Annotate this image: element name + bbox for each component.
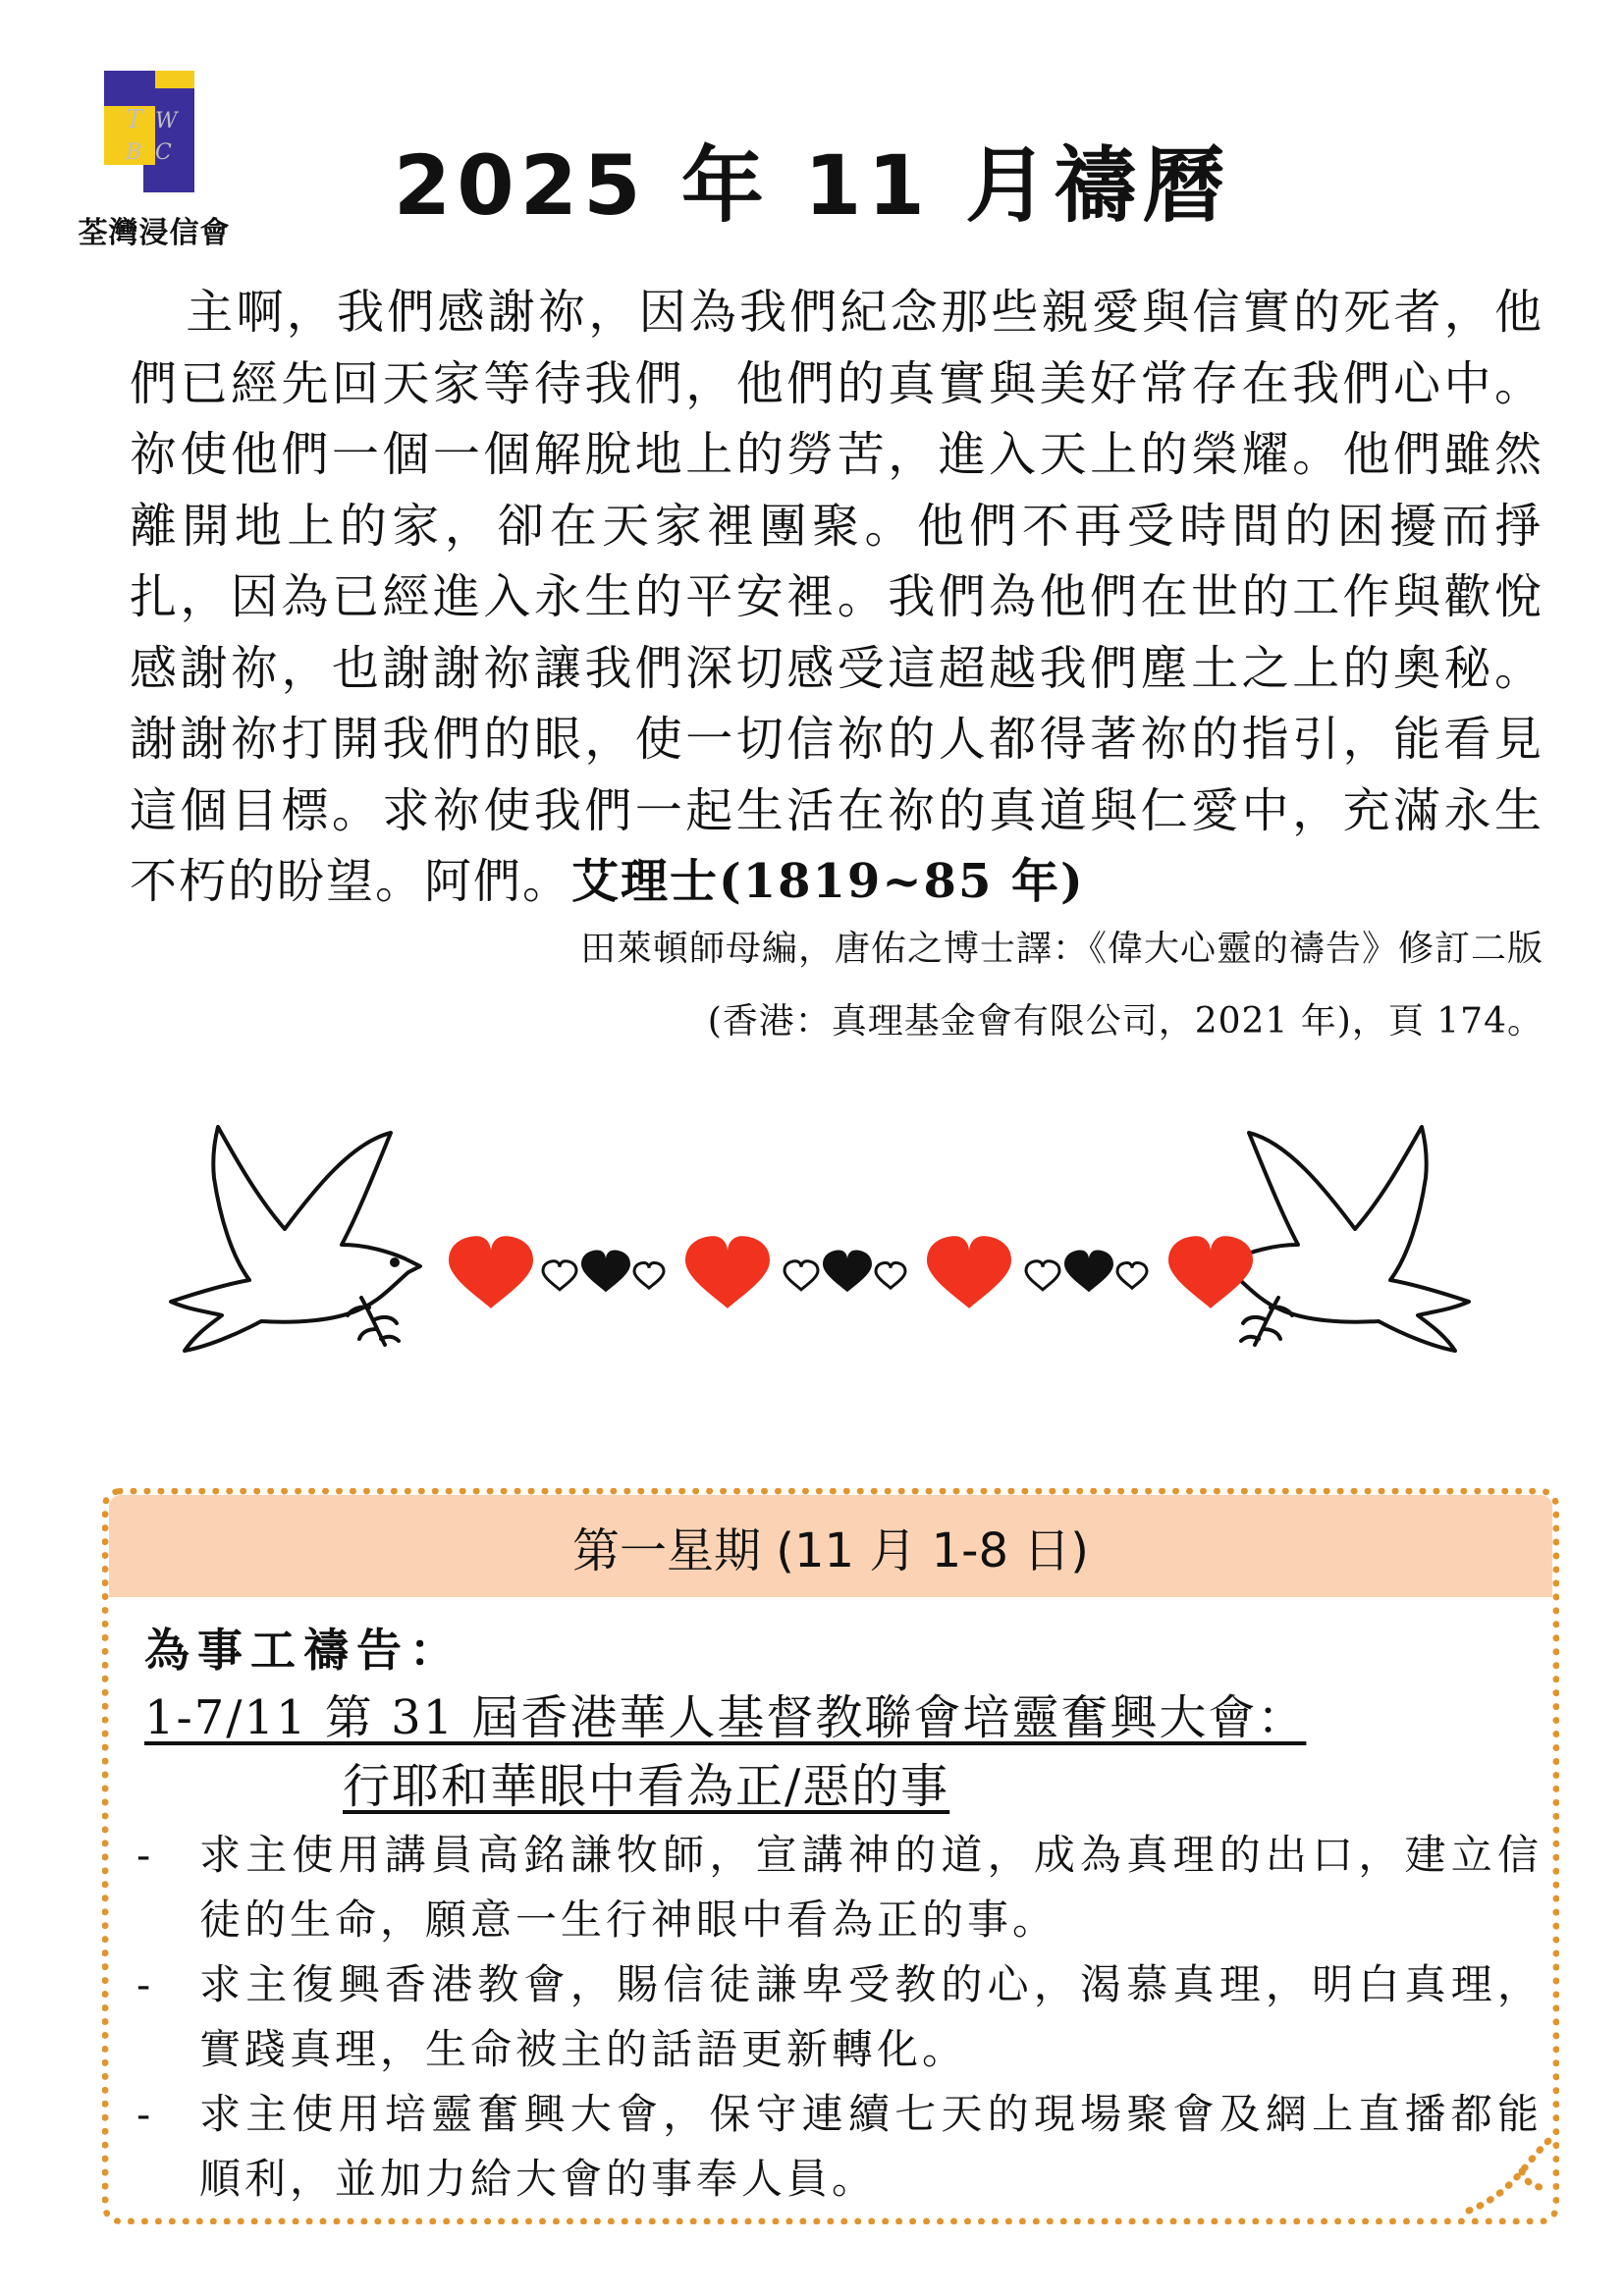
- prayer-author: 艾理士(1819~85 年): [571, 854, 1085, 909]
- heart-outline-icon: [543, 1261, 576, 1290]
- heart-outline-icon: [1117, 1263, 1147, 1289]
- prayer-item: [136, 1952, 1543, 2082]
- doves-hearts-decoration: [167, 1119, 1473, 1404]
- hearts-row: [449, 1236, 1253, 1308]
- svg-text:B: B: [126, 140, 142, 165]
- heart-red-icon: [685, 1236, 770, 1308]
- heart-black-icon: [1064, 1251, 1113, 1293]
- page-title: 2025 年 11 月禱曆: [393, 137, 1231, 234]
- svg-text:T: T: [126, 105, 143, 134]
- svg-text:C: C: [155, 140, 172, 165]
- week-title: 第一星期 (11 月 1-8 日): [572, 1523, 1089, 1578]
- heart-outline-icon: [634, 1263, 664, 1289]
- page-curl-icon: [1465, 2132, 1555, 2216]
- bullet-marker: -: [136, 2090, 155, 2138]
- bullet-marker: -: [136, 1960, 155, 2008]
- ministry-heading: 為事工禱告：: [144, 1624, 462, 1677]
- week-header: [109, 1495, 1552, 1597]
- week-one-box: [102, 1488, 1559, 2224]
- heart-outline-icon: [1026, 1261, 1059, 1290]
- heart-red-icon: [449, 1236, 533, 1308]
- prayer-item: [136, 1823, 1543, 1952]
- prayer-item-text: 求主使用講員高銘謙牧師，宣講神的道，成為真理的出口，建立信徒的生命，願意一生行神眼中看為正的事。: [199, 1831, 1543, 1944]
- event-title-line-1: 1-7/11 第 31 屆香港華人基督教聯會培靈奮興大會：: [144, 1690, 1307, 1745]
- prayer-text: [130, 277, 1543, 918]
- right-dove-icon: [1219, 1127, 1469, 1351]
- bullet-marker: -: [136, 1831, 155, 1879]
- prayer-items: [136, 1823, 1543, 2212]
- citation-line-2: (香港：真理基金會有限公司，2021 年)，頁 174。: [707, 1001, 1543, 1041]
- event-title-line-2: 行耶和華眼中看為正/惡的事: [343, 1759, 950, 1814]
- heart-red-icon: [1168, 1236, 1253, 1308]
- heart-outline-icon: [785, 1261, 818, 1290]
- prayer-item-text: 求主復興香港教會，賜信徒謙卑受教的心，渴慕真理，明白真理，實踐真理，生命被主的話語更新轉化。: [199, 1960, 1543, 2073]
- svg-text:W: W: [155, 109, 178, 133]
- prayer-item: [136, 2082, 1543, 2212]
- citation-line-1: 田萊頓師母編，唐佑之博士譯：《偉大心靈的禱告》修訂二版: [579, 929, 1543, 969]
- heart-black-icon: [581, 1251, 630, 1293]
- church-name: 荃灣浸信會: [78, 216, 231, 250]
- prayer-body: 主啊，我們感謝祢，因為我們紀念那些親愛與信實的死者，他們已經先回天家等待我們，他們的真實與美好常存在我們心中。祢使他們一個一個解脫地上的勞苦，進入天上的榮耀。他們雖然離開地上的家，卻在天家裡團聚。他們不再受時間的困擾而掙扎，因為已經進入永生的平安裡。我們為他們在世的工作與歡悅感謝祢，也謝謝祢讓我們深切感受這超越我們塵土之上的奧秘。謝謝祢打開我們的眼，使一切信祢的人都得著祢的指引，能看見這個目標。求祢使我們一起生活在祢的真道與仁愛中，充滿永生不朽的盼望。阿們。: [130, 285, 1543, 909]
- prayer-item-text: 求主使用培靈奮興大會，保守連續七天的現場聚會及網上直播都能順利，並加力給大會的事奉人員。: [199, 2090, 1543, 2203]
- heart-outline-icon: [876, 1263, 905, 1289]
- left-dove-icon: [171, 1127, 420, 1351]
- heart-black-icon: [823, 1251, 872, 1293]
- heart-red-icon: [927, 1236, 1011, 1308]
